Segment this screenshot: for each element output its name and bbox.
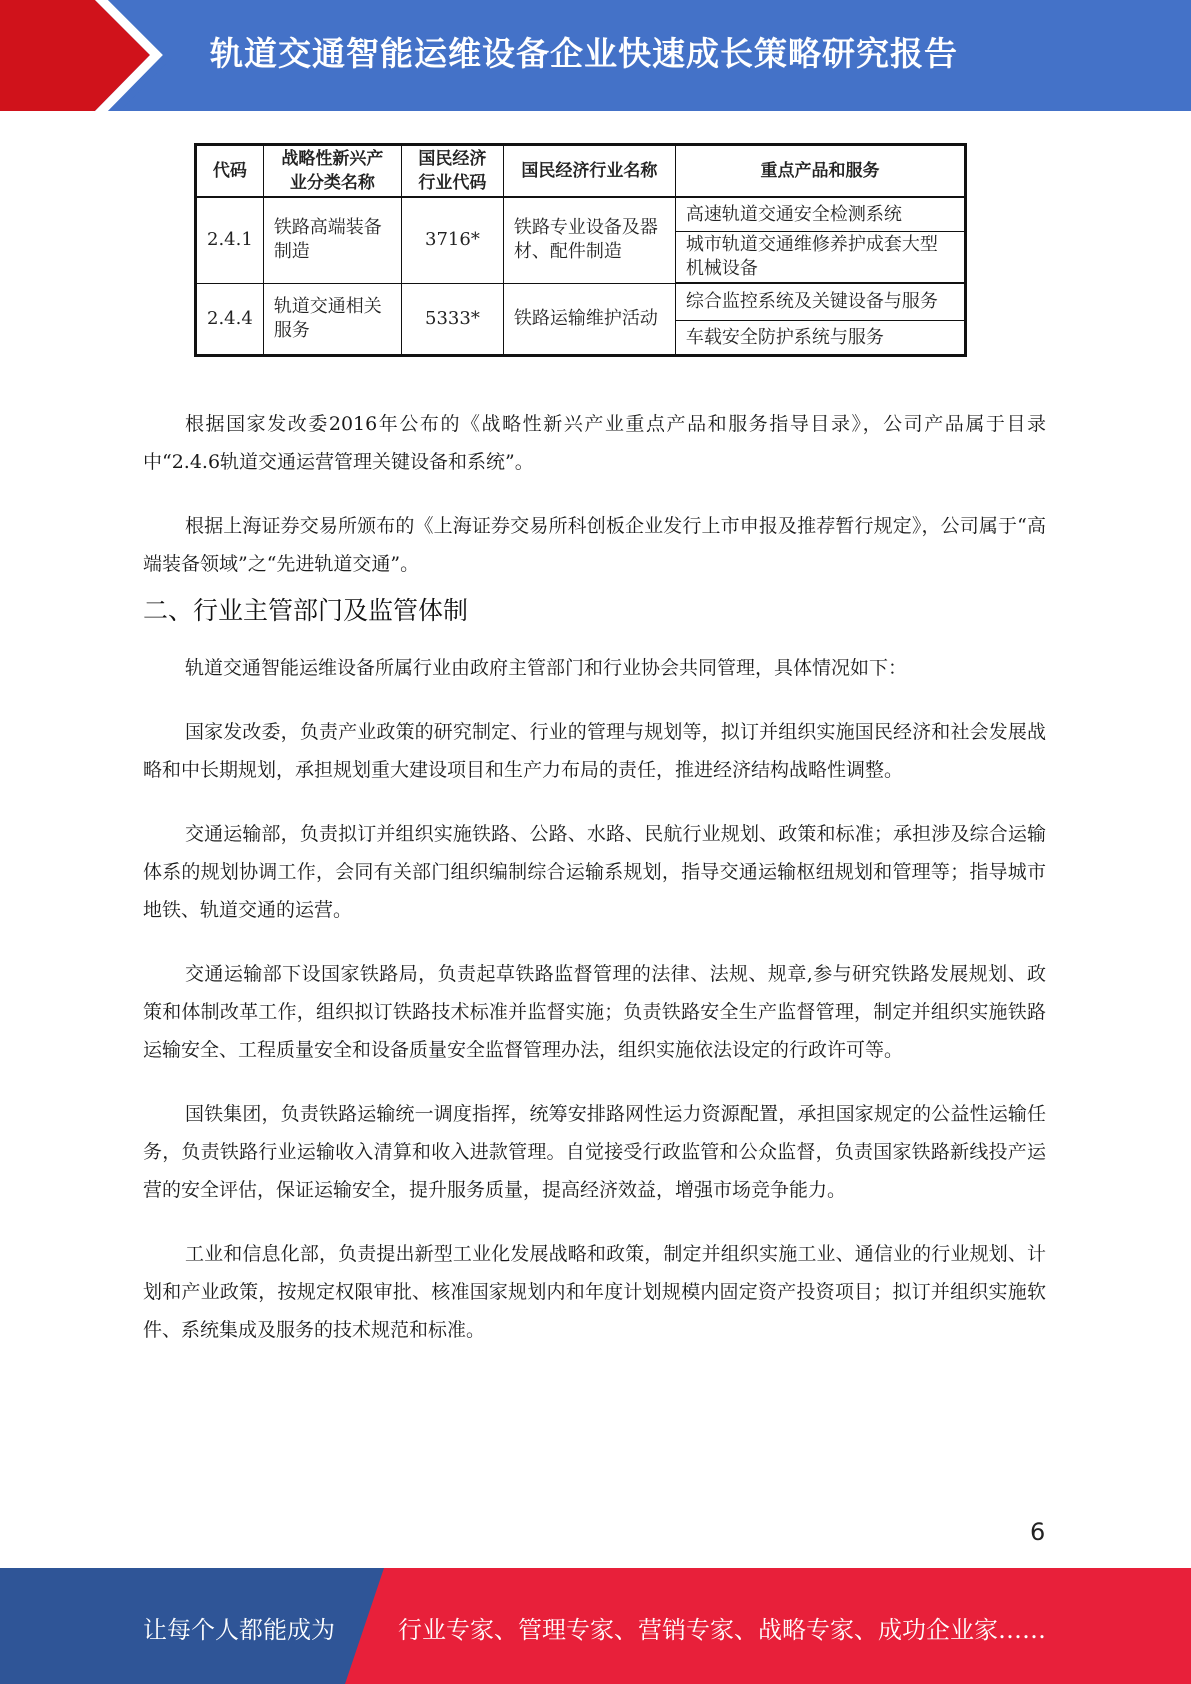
page-header (0, 0, 1191, 111)
document-body (143, 405, 1046, 1349)
report-title: 轨道交通智能运维设备企业快速成长策略研究报告 (210, 34, 958, 73)
cell-product: 高速轨道交通安全检测系统 (675, 197, 965, 232)
cell-category: 铁路高端装备制造 (263, 197, 401, 283)
paragraph-miit: 工业和信息化部，负责提出新型工业化发展战略和政策，制定并组织实施工业、通信业的行业规划、计划和产业政策，按规定权限审批、核准国家规划内和年度计划规模内固定资产投资项目；拟订并组织实施软件、系统集成及服务的技术规范和标准。 (143, 1243, 1046, 1341)
cell-product: 综合监控系统及关键设备与服务 (675, 283, 965, 321)
col-header-industry-code: 国民经济 行业代码 (402, 145, 504, 198)
cell-code: 2.4.4 (196, 283, 264, 356)
paragraph-nra: 交通运输部下设国家铁路局，负责起草铁路监督管理的法律、法规、规章,参与研究铁路发展规划、政策和体制改革工作，组织拟订铁路技术标准并监督实施；负责铁路安全生产监督管理，制定并组织实施铁路运输安全、工程质量安全和设备质量安全监督管理办法，组织实施依法设定的行政许可等。 (143, 963, 1046, 1061)
cell-category: 轨道交通相关服务 (263, 283, 401, 356)
page-footer (0, 1568, 1191, 1684)
cell-code: 2.4.1 (196, 197, 264, 283)
cell-industry-name: 铁路专业设备及器材、配件制造 (503, 197, 675, 283)
table-row (196, 197, 966, 232)
paragraph-catalog: 根据国家发改委2016年公布的《战略性新兴产业重点产品和服务指导目录》，公司产品属于目录中“2.4.6轨道交通运营管理关键设备和系统”。 (143, 413, 1046, 473)
col-header-industry-name: 国民经济行业名称 (503, 145, 675, 198)
industry-classification-table (194, 143, 967, 357)
table-header-row (196, 145, 966, 198)
page-number: 6 (1030, 1518, 1046, 1546)
footer-slogan-left: 让每个人都能成为 (143, 1616, 335, 1644)
cell-industry-code: 3716* (402, 197, 504, 283)
paragraph-star-market: 根据上海证券交易所颁布的《上海证券交易所科创板企业发行上市申报及推荐暂行规定》，公司属于“高端装备领域”之“先进轨道交通”。 (143, 515, 1046, 575)
col-header-code: 代码 (196, 145, 264, 198)
col-header-category: 战略性新兴产 业分类名称 (263, 145, 401, 198)
col-header-products: 重点产品和服务 (675, 145, 965, 198)
paragraph-intro: 轨道交通智能运维设备所属行业由政府主管部门和行业协会共同管理，具体情况如下： (185, 657, 908, 679)
cell-product: 车载安全防护系统与服务 (675, 321, 965, 356)
cell-industry-code: 5333* (402, 283, 504, 356)
footer-slogan-right: 行业专家、管理专家、营销专家、战略专家、成功企业家…… (398, 1616, 1046, 1644)
cell-product: 城市轨道交通维修养护成套大型机械设备 (675, 232, 965, 284)
paragraph-ndrc: 国家发改委，负责产业政策的研究制定、行业的管理与规划等，拟订并组织实施国民经济和社会发展战略和中长期规划，承担规划重大建设项目和生产力布局的责任，推进经济结构战略性调整。 (143, 721, 1046, 781)
cell-industry-name: 铁路运输维护活动 (503, 283, 675, 356)
section-heading: 二、行业主管部门及监管体制 (143, 596, 469, 625)
paragraph-mot: 交通运输部，负责拟订并组织实施铁路、公路、水路、民航行业规划、政策和标准；承担涉及综合运输体系的规划协调工作，会同有关部门组织编制综合运输系规划，指导交通运输枢纽规划和管理等；指导城市地铁、轨道交通的运营。 (143, 823, 1046, 921)
table-row (196, 283, 966, 321)
paragraph-china-railway: 国铁集团，负责铁路运输统一调度指挥，统筹安排路网性运力资源配置，承担国家规定的公益性运输任务，负责铁路行业运输收入清算和收入进款管理。自觉接受行政监管和公众监督，负责国家铁路新线投产运营的安全评估，保证运输安全，提升服务质量，提高经济效益，增强市场竞争能力。 (143, 1103, 1046, 1201)
